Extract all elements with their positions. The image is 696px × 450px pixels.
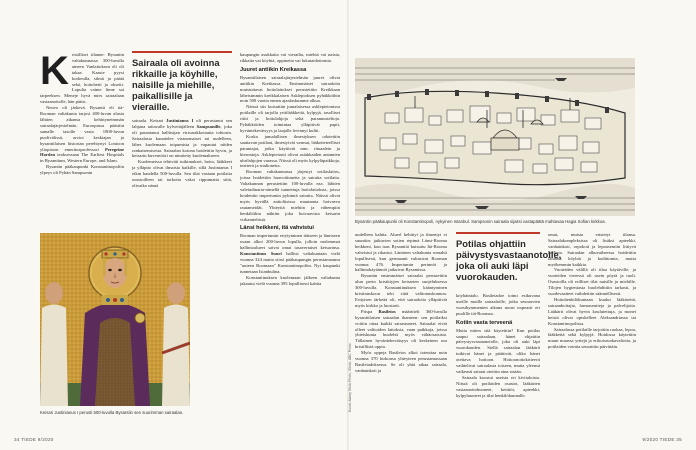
person-name: Basileios — [378, 308, 396, 314]
person-name: Peregrine Horden — [40, 146, 124, 158]
column-6 — [548, 232, 636, 412]
paragraph: Kuolemeissa tehtiväti tutkimukset, hoito, lääkkeet ja ylläpito olivat ilmaisia kaikille, sillä Justinianus I eikin kaudella 500-luvulla. Sen tilat vastaan potilaita osastoilleen tai torkotta vaksi rippumatta siitä, olivatko nämä — [132, 159, 232, 188]
paragraph: köyhäintalo. Basileiadoe toimi esikuvana useille muille sairaaloille, jotka seuraavien vuosikymmenten aikana nousi nopeasti eri puolille itä-Roomaa. — [456, 293, 540, 316]
pull-quote: Sairaala oli avoinna rikkaille ja köyhille, naisille ja miehille, paikallisille ja vieraille. — [132, 51, 232, 112]
paragraph: Hoitohenkilökuntaan kuului lääkäreitä, sairaanhoitajia, farmaseutteja ja palvelijoita. Lääkärit olivat hyvin koulutettuja, ja monet heistä olivat opiskelleet Aleksandriassa tai Konstantinopolissa. — [548, 296, 636, 326]
paragraph: Rooman valtakunnassa järjestyi sotilaslaitos, joissa hoidettiin haavoittuneita ja sairaita sotilaita. Valtakunnan perustettiin 100-luvulla eaa. lähtien valetudinaria-nimellä tunnettuja hoitolaitoksia, joissa hoidettiin imperiumin pyhimiä sairaita. Näissä olivat myös hyvällä antioliisissa muutamia hoivaeva rautameidät. Yhteyttä miehiin ja vähempiin henkilöihin nähtiin joka hoivaavista keisarin virkamiehistä. — [240, 169, 340, 222]
person-name: Sampsonille — [196, 123, 221, 129]
paragraph: Rooman imperiumin eriytyminen itäiseen ja läntiseen osaan alkoi 200-luvun lopulla, jolloin molemmat hallintoalueet saivat omat tasavertaiset keisarinsa. Konstantinus Suuri hallitsi valtakuntaan vielä vuonna 324 mutta siirsi pääkaupungin perustamaansa "uuteen Roomaan" Konstantinopoliin. Nyt kaupunki tunnetaan Istanbulina. — [240, 233, 340, 274]
constantinople-map-image — [355, 58, 635, 216]
column-5 — [456, 293, 540, 412]
mosaic-caption: Keisari Justinianus I perusti 500-luvulla Bysantiin sen suurimman sairaalan. — [40, 410, 184, 415]
paragraph: Neuvo oli järkevä. Bysantti eli itä-Rooman valtakunta tarjosi 400-luvun alusta lähtien aikansa kehittyneimmän sairaalajärjestelmän. Euroopassa päästiin samalle tasolle vasta 1800-luvun puolivälissä, arvioi keskiajan ja bysanttilaisen historian perehtynyt Lontoon yliopiston emeritusprofessori Peregrine Horden teoksessaan The Earliest Hospitals in Byzantium, Western Europe, and Islam. — [40, 105, 124, 164]
paragraph: Bysantin ensimmäiset sairaalat perustettiin alun perin kristittyjen keisarien suojeluksessa 300-luvulla. Konstantinuksen kääntyminen kristinuskoon teki siitä valtionuskonnon. Erityisen tärkeää oli, että sairaaloita ylläpitivät myös kirkko ja luostarit. — [355, 273, 447, 308]
paragraph: Mutta miten sitä käytettiin? Kun potilas saapui sairaalaan, hänet ohjattiin päivystysvastaanotolle, joka oli auki läpi vuorokauden. Siellä sairaalan lääkärit tutkivat hänet ja päättivät, oliko hänet otettava hoitoon. Hoitoonottokriteerit vaihtelivat sairaalasta toiseen, mutta yleensä vaikeasti sairaat otettiin aina sisään. — [456, 327, 540, 374]
map-caption: Bysantin pääkaupunki oli Konstantinopoli, nykyinen Istanbul. Sampsonin sairaala sijaitsi vastapäätä mahtavaa Hagia Sofian kirkkoa. — [355, 219, 606, 224]
paragraph: uudelleen kahtia. Aluerl kehittyi ja ilmentyi ei suuntiin: jatkuvien sotien repimä Länsi-Rooma heikkeni, kun taas Bysanttiä kutsuttu Itä-Rooma vahvistui ja rikastui. Läntinen valtakunta romahti lopullisesti, kun germaanit valtasivat Rooman vuonna 476. Imperiumin perinnöt ja hallintokäytännöt jatkuivat Bysantissa. — [355, 232, 447, 273]
column-2 — [132, 118, 232, 228]
paragraph: Bysanttilaisen sairaalajärjestelmän juuret olivat antiikin Kreikassa. Ensimmäiset sairaaloita muistuttavat hoitolaitokset perustettiin Kreikkaan läheisimmin kreikkalaisen Asklepioksen pyhäkköihin noin 500 vuotta ennen ajanlaskumme alkua. — [240, 74, 340, 104]
paragraph: sairaala. Keisari Justinianus I oli perustanut sen lahjana taitavalle kylvettäjälleen Sampsonille, joka oli parantanut hallitsijan virtsarakkotautia tohtorin. Sairaalasta kuuntelee viranomaiset tai uudelleen, lähes kuolemaan toipumista ja vapautui niiden rankaisemisesta. Sairaalan kotona hoidettiin hyvin, ja keisarin kuvernööri on nimitetty kuolemakseen. — [132, 118, 232, 159]
paragraph: Myös oppeja Basileios alkoi toteuttaa noin vuonna 370 kirkonsa yhteyteen perustamassaan Basileiadoksessa. Se oli yhtä aikaa sairaala, vanhainkoti ja — [355, 350, 447, 373]
paragraph: Koska jumalallisen ilmestyksen odotettiin saattavan potilaat, ilmestyivät varmat, lääketieteelliset parantajat, jotka käyttivät mm. rituaalein ja hierontoja. Asklepieionit olivat asiakkaiden antamien uhrilahjojen varassa. Niissä oli myös kylpyläpaikkoja, teatterit ja stadioneita. — [240, 133, 340, 169]
mosaic-illustration — [40, 233, 190, 406]
paragraph: Näissä siis kutsuttiin jumalaisessa asklepieionissa potilaille oli tarjolla yrttilääkkeitä, kylpyjä, tasolliset riitit ja hoitolahjoja sekä parannusteltoja. Pyhäkköiden toimintaa ylläpitivät papit, hyväntekeväisyys ja laajalle levinnyt kultti. — [240, 104, 340, 133]
paragraph: Konstantinuksen kuolemaan jälkeen valtakunta jakautui vielä vuonna 395 lopullisesti kahtia — [240, 274, 340, 286]
person-name: Konstantinus Suuri — [240, 251, 282, 257]
subheading: Juuret antiikin Kreikassa — [240, 66, 307, 73]
pull-quote-2: Potilas ohjattiin päivystysvastaanotolle, joka oli auki läpi vuorokauden. — [456, 232, 540, 282]
engraved-city-map — [355, 58, 635, 216]
paragraph: Vuoteiden välillä oli tilaa käytäville, ja vuoteiden vieressä oli usein pöytä ja tuoli. Osastoilla oli erilliset tilat naisille ja miehille. Tilojen hygieniasta huolehdittiin tarkasti, ja vuodevaatteet vaihdettiin säännöllisesti. — [548, 267, 636, 297]
paragraph: Bysantin pääkaupunki Konstantinopoliin ylpeys oli Pyhän Sampsonin — [40, 164, 124, 176]
subheading: Kotiin vasta terveenä — [456, 319, 513, 326]
paragraph: Piispa Basileios määritteli 360-luvulla bysanttilaisen sairaalan ihanteen: sen potilaiksi voitiin ottaa kaikki sairastuneet. Sairaalat eivät olleet valtioiden laitoksia, vaan paikkoja, joissa yhteiskunta huolehti myös vähäosaisista. Tällainen hyväntekeväisyys oli keskeinen osa kristillistä oppia. — [355, 308, 447, 350]
paragraph: omat, muista eristetyt tilansa. Sairaalakompleksissa oli lisäksi apteekki, vanhainkoti, orpokoti ja lepoasemiin liittyvä hallinto. Sairaalan alkuvaiheessa hoidettiin lähinnä köyhiä ja kodittomia, mutta myöhemmin kaikkia. — [548, 232, 636, 267]
person-name: Justinianus I — [166, 118, 194, 123]
column-3 — [240, 52, 340, 407]
subheading: Länsi heikkeni, itä vahvistui — [240, 225, 314, 232]
paragraph: Sairaala koostui useista eri kivitaloista. Niissä oli potilaiden osastot, lääkärien vastaanottohuoneet, keittiöt, apteekki, kylpyhuoneet ja tilat henkilökunnalle. — [456, 374, 540, 398]
intro-paragraph: ristilliset tilanne: Bysantin valtakunnassa 300-luvulla aineen Vanlaitoksen eli oli takaa. Kaaste pyysi korkeulla, silmä ja päätä sekä, hoitohetti ja oksetti. Lopulta vaime linne sai tarpeeksen. Meneje hyvä mies sairaalaan vastaanottolle, hän pätisi. — [40, 52, 124, 105]
column-4 — [355, 232, 447, 412]
column-1 — [40, 52, 124, 228]
photo-credit: Kuvat: Alamy Stock Photo, iStock, ABC Photo — [348, 343, 352, 412]
drop-cap: K — [40, 52, 69, 93]
justinian-mosaic-image — [40, 233, 190, 406]
page-number-left: 34 TIEDE 9/2020 — [14, 437, 54, 442]
paragraph: kaupungin asukkaita vai vierailta, miehiä vai naisia, rikkaita vai köyhiä, oppineita vai lukutaidottomia. — [240, 52, 340, 63]
paragraph: Sairaalassa potilaille tarjottiin ruokaa, lepoa, lääkkeitä sekä kylpyjä. Hoidossa käytettiin muun muassa yrttejä ja erikoisruokavalioita, ja potilaiden vointia seurattiin päivittäin. — [548, 326, 636, 350]
page-number-right: 9/2020 TIEDE 35 — [642, 437, 682, 442]
